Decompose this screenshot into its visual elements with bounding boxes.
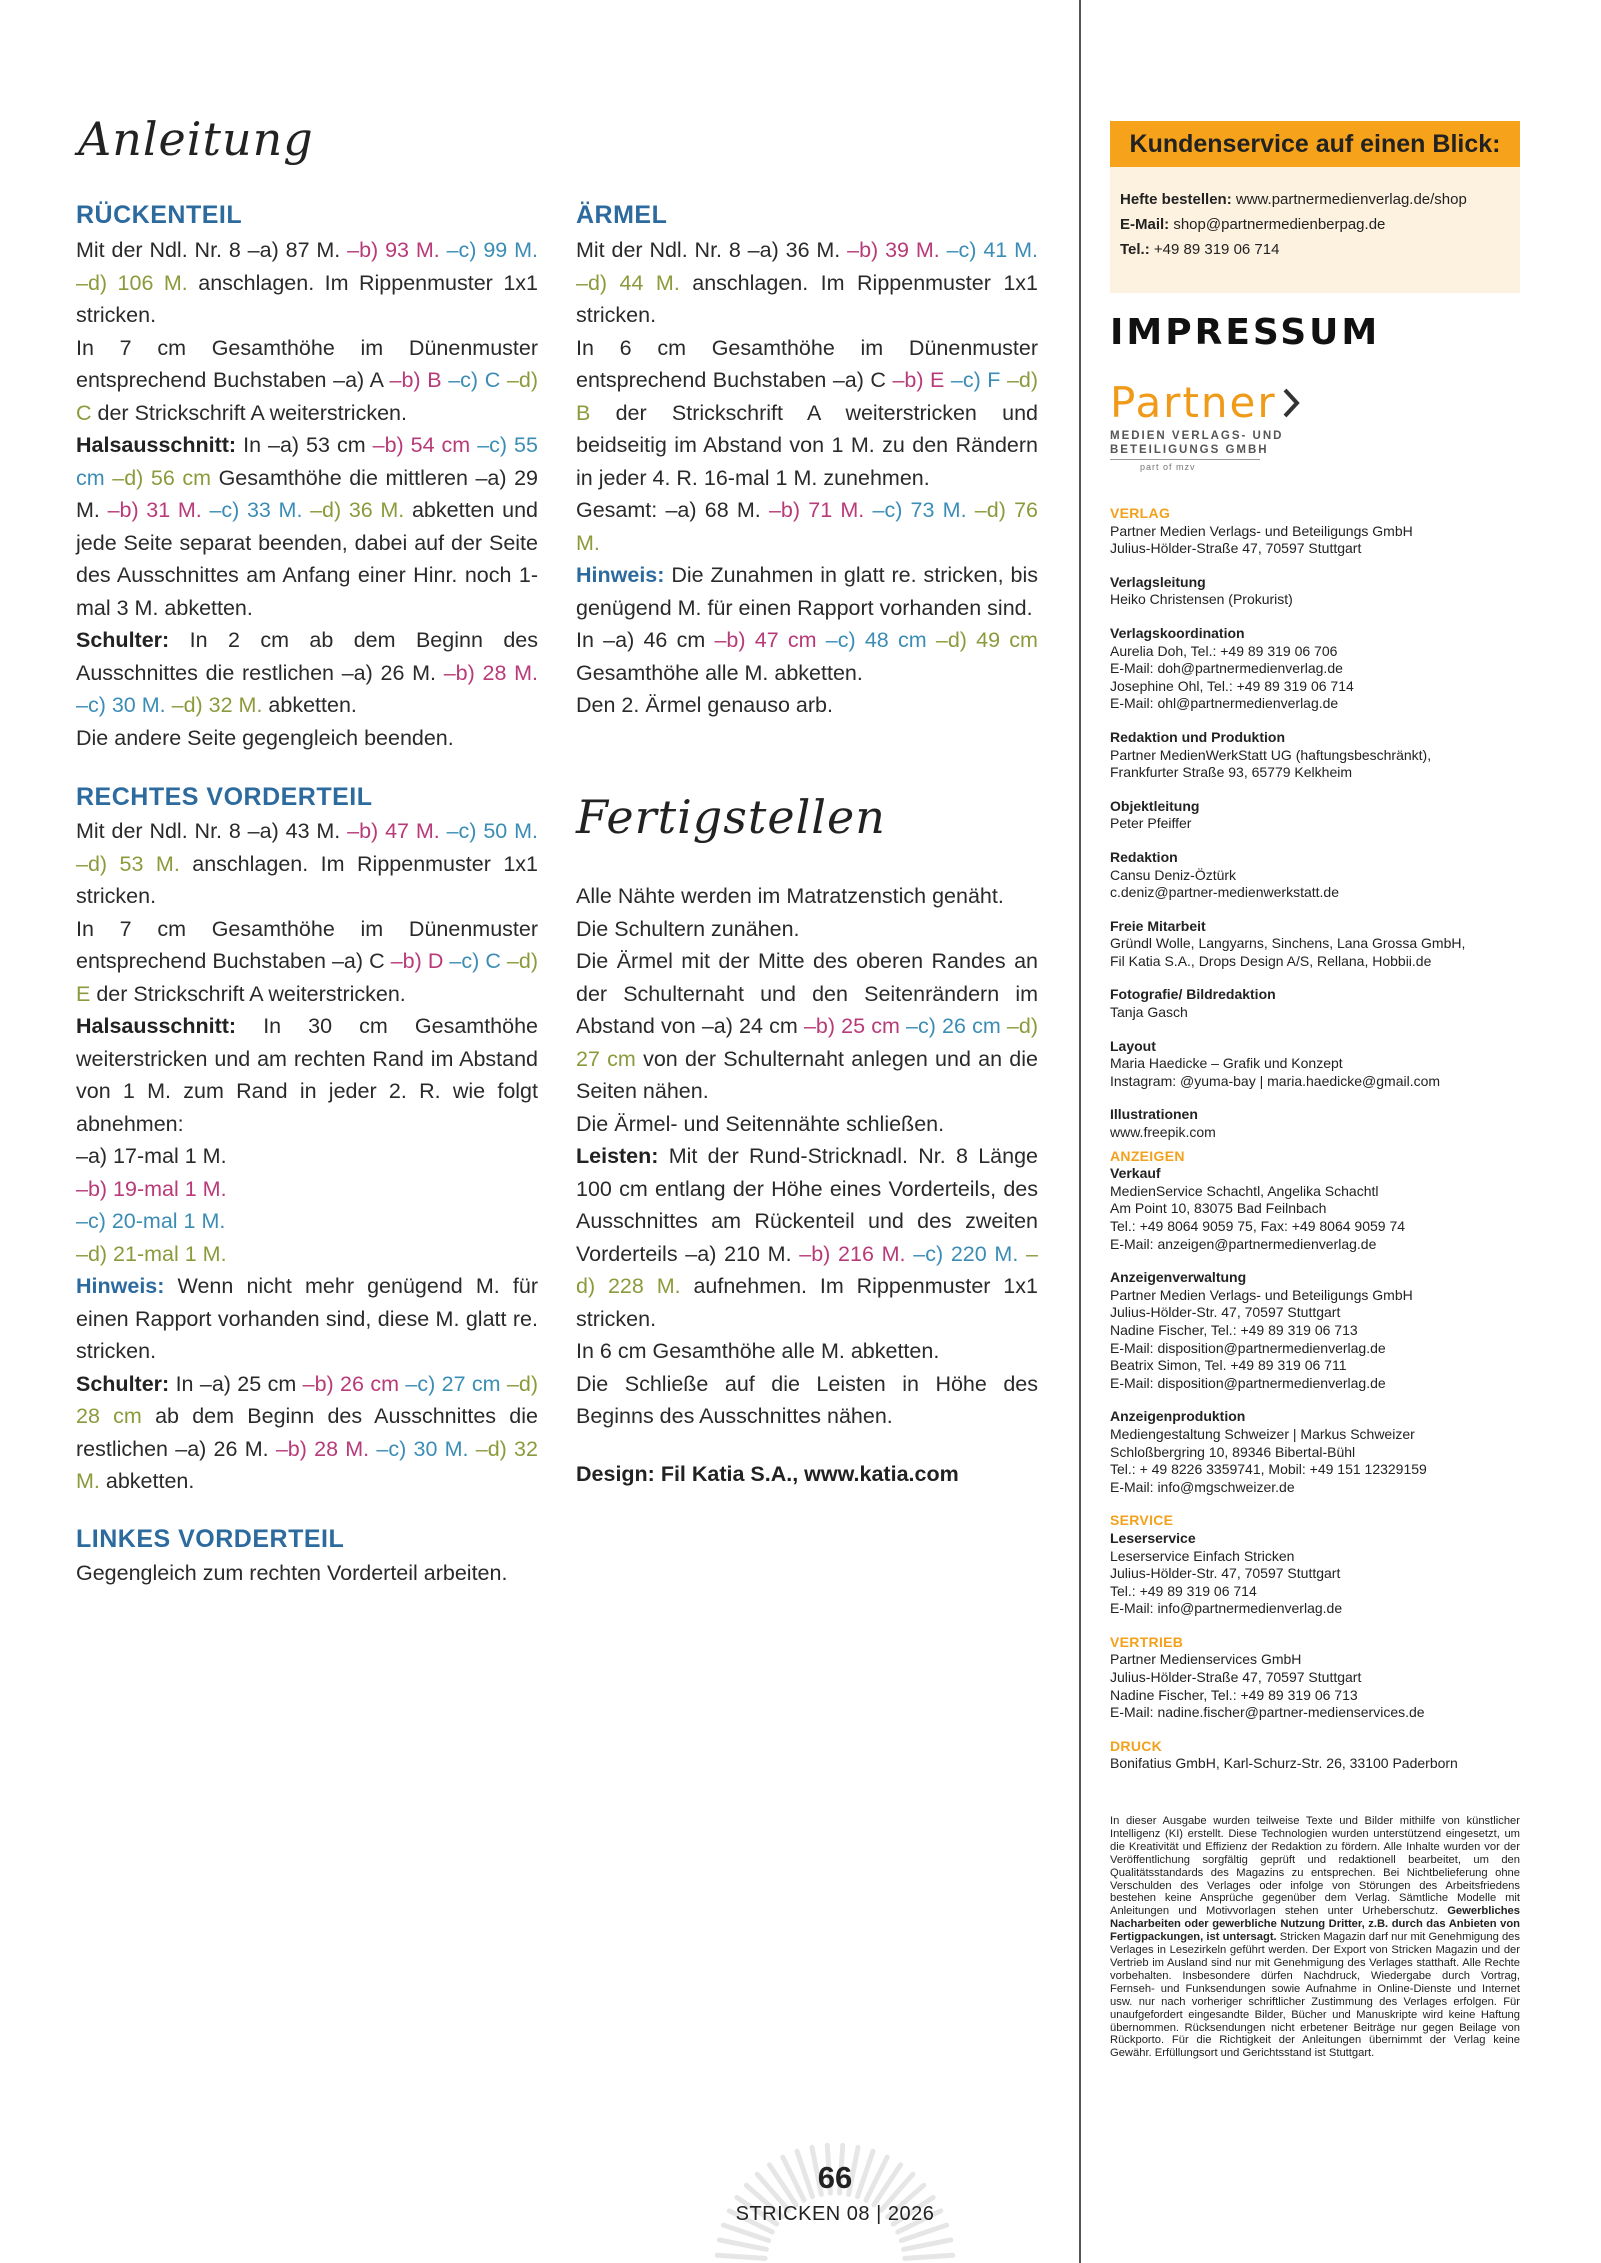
text-linkes-vorderteil: Gegengleich zum rechten Vorderteil arbeiten. <box>76 1561 508 1585</box>
shop-link[interactable]: www.partnermedienverlag.de/shop <box>1235 191 1467 208</box>
impressum-title: IMPRESSUM <box>1110 312 1381 353</box>
magazine-issue: STRICKEN 08 | 2026 <box>735 2203 935 2225</box>
heading-aermel: ÄRMEL <box>576 201 668 229</box>
sunburst-ray <box>905 2255 953 2258</box>
text-fertigstellen: Alle Nähte werden im Matratzenstich genäht. Die Schultern zunähen. Die Ärmel mit der Mitte des oberen Randes an der Schulternaht und den Seitenrändern im Abstand von –a) 24 cm –b) 25 cm –c) 26 cm –d) 27 cm von der Schulternaht anlegen und an die Seiten nähen. Die Ärmel- und Seitennähte schließen. Leisten: Mit der Rund-Stricknadl. Nr. 8 Länge 100 cm entlang der Höhe eines Vorderteils, des Ausschnittes am Rückenteil und des zweiten Vorderteils –a) 210 M. –b) 216 M. –c) 220 M. –d) 228 M. aufnehmen. Im Rippenmuster 1x1 stricken. In 6 cm Gesamthöhe alle M. abketten. Die Schließe auf die Leisten in Höhe des Beginns des Ausschnittes nähen. <box>576 884 1038 1428</box>
kundenservice-box <box>1110 121 1520 293</box>
sunburst-decoration <box>700 2140 970 2263</box>
partner-logo: Partner MEDIEN VERLAGS- UND BETEILIGUNGS GMBH part of mzv <box>1110 382 1300 480</box>
kundenservice-title: Kundenservice auf einen Blick: <box>1110 121 1520 167</box>
shop-email-link[interactable]: shop@partnermedienberpag.de <box>1173 216 1386 233</box>
text-rueckenteil: Mit der Ndl. Nr. 8 –a) 87 M. –b) 93 M. –c) 99 M. –d) 106 M. anschlagen. Im Rippenmuster 1x1 stricken. In 7 cm Gesamthöhe im Dünenmuster entsprechend Buchstaben –a) A –b) B –c) C –d) C der Strickschrift A weiterstricken. Halsausschnitt: In –a) 53 cm –b) 54 cm –c) 55 cm –d) 56 cm Gesamthöhe die mittleren –a) 29 M. –b) 31 M. –c) 33 M. –d) 36 M. abketten und jede Seite separat beenden, dabei auf der Seite des Ausschnittes am Anfang einer Hinr. noch 1-mal 3 M. abketten. Schulter: In 2 cm ab dem Beginn des Ausschnittes die restlichen –a) 26 M. –b) 28 M. –c) 30 M. –d) 32 M. abketten. Die andere Seite gegengleich beenden. <box>76 238 538 750</box>
section-title-anleitung: Anleitung <box>78 112 314 166</box>
section-title-fertigstellen: Fertigstellen <box>576 790 886 844</box>
design-credit: Design: Fil Katia S.A., www.katia.com <box>576 1462 959 1486</box>
page-number: 66 <box>817 2160 853 2195</box>
heading-linkes-vorderteil: LINKES VORDERTEIL <box>76 1525 345 1553</box>
heading-rueckenteil: RÜCKENTEIL <box>76 201 243 229</box>
text-aermel: Mit der Ndl. Nr. 8 –a) 36 M. –b) 39 M. –c) 41 M. –d) 44 M. anschlagen. Im Rippenmuster 1x1 stricken. In 6 cm Gesamthöhe im Dünenmuster entsprechend Buchstaben –a) C –b) E –c) F –d) B der Strickschrift A weiterstricken und beidseitig im Abstand von 1 M. zu den Rändern in jeder 4. R. 16-mal 1 M. zunehmen. Gesamt: –a) 68 M. –b) 71 M. –c) 73 M. –d) 76 M. Hinweis: Die Zunahmen in glatt re. stricken, bis genügend M. für einen Rapport vorhanden sind. In –a) 46 cm –b) 47 cm –c) 48 cm –d) 49 cm Gesamthöhe alle M. abketten. Den 2. Ärmel genauso arb. <box>576 238 1039 717</box>
heading-rechtes-vorderteil: RECHTES VORDERTEIL <box>76 783 373 811</box>
chevron-right-icon <box>1282 388 1300 418</box>
shop-phone: +49 89 319 06 714 <box>1153 241 1280 258</box>
kundenservice-rows: Hefte bestellen: www.partnermedienverlag.de/shop E-Mail: shop@partnermedienberpag.de Tel.: +49 89 319 06 714 <box>1120 191 1467 258</box>
impressum-details: VERLAG Partner Medien Verlags- und Beteiligungs GmbH Julius-Hölder-Straße 47, 70597 Stuttgart Verlagsleitung Heiko Christensen (Prokurist) Verlagskoordination Aurelia Doh, Tel.: +49 89 319 06 706 E-Mail: doh@partnermedienverlag.de Josephine Ohl, Tel.: +49 89 319 06 714 E-Mail: ohl@partnermedienverlag.de Redaktion und Produktion Partner MedienWerkStatt UG (haftungsbeschränkt), Frankfurter Straße 93, 65779 Kelkheim Objektleitung Peter Pfeiffer Redaktion Cansu Deniz-Öztürk c.deniz@partner-medienwerkstatt.de Freie Mitarbeit Gründl Wolle, Langyarns, Sinchens, Lana Grossa GmbH, Fil Katia S.A., Drops Design A/S, Rellana, Hobbii.de Fotografie/ Bildredaktion Tanja Gasch Layout Maria Haedicke – Grafik und Konzept Instagram: @yuma-bay | maria.haedicke@gmail.com Illustrationen www.freepik.com ANZEIGEN Verkauf MedienService Schachtl, Angelika Schachtl Am Point 10, 83075 Bad Feilnbach Tel.: +49 8064 9059 75, Fax: +49 8064 9059 74 E-Mail: anzeigen@partnermedienverlag.de Anzeigenverwaltung Partner Medien Verlags- und Beteiligungs GmbH Julius-Hölder-Str. 47, 70597 Stuttgart Nadine Fischer, Tel.: +49 89 319 06 713 E-Mail: disposition@partnermedienverlag.de Beatrix Simon, Tel. +49 89 319 06 711 E-Mail: disposition@partnermedienverlag.de Anzeigenproduktion Mediengestaltung Schweizer | Markus Schweizer Schloßbergring 10, 89346 Bibertal-Bühl Tel.: + 49 8226 3359741, Mobil: +49 151 12329159 E-Mail: info@mgschweizer.de SERVICE Leserservice Leserservice Einfach Stricken Julius-Hölder-Str. 47, 70597 Stuttgart Tel.: +49 89 319 06 714 E-Mail: info@partnermedienverlag.de VERTRIEB Partner Medienservices GmbH Julius-Hölder-Straße 47, 70597 Stuttgart Nadine Fischer, Tel.: +49 89 319 06 713 E-Mail: nadine.fischer@partner-medienservices.de DRUCK Bonifatius GmbH, Karl-Schurz-Str. 26, 33100 Paderborn <box>1110 505 1466 1772</box>
text-rechtes-vorderteil: Mit der Ndl. Nr. 8 –a) 43 M. –b) 47 M. –c) 50 M. –d) 53 M. anschlagen. Im Rippenmuster 1x1 stricken. In 7 cm Gesamthöhe im Dünenmuster entsprechend Buchstaben –a) C –b) D –c) C –d) E der Strickschrift A weiterstricken. Halsausschnitt: In 30 cm Gesamthöhe weiterstricken und am rechten Rand im Abstand von 1 M. zum Rand in jeder 2. R. wie folgt abnehmen: –a) 17-mal 1 M. –b) 19-mal 1 M. –c) 20-mal 1 M. –d) 21-mal 1 M. Hinweis: Wenn nicht mehr genügend M. für einen Rapport vorhanden sind, diese M. glatt re. stricken. Schulter: In –a) 25 cm –b) 26 cm –c) 27 cm –d) 28 cm ab dem Beginn des Ausschnittes die restlichen –a) 26 M. –b) 28 M. –c) 30 M. –d) 32 M. abketten. <box>76 819 538 1493</box>
sunburst-ray <box>904 2240 951 2249</box>
legal-notice: In dieser Ausgabe wurden teilweise Texte und Bilder mithilfe von künstlicher Intelligenz (KI) erstellt. Diese Technologien wurden unterstützend eingesetzt, um die Kreativität und Effizienz der Redaktion zu fördern. Alle Inhalte wurden vor der Veröffentlichung sorgfältig geprüft und redaktionell bearbeitet, um den Qualitätsstandards des Magazins zu entsprechen. Bei Nichtbelieferung ohne Verschulden des Verlages oder infolge von Störungen des Arbeitsfriedens bestehen keine Ansprüche gegenüber dem Verlag. Sämtliche Modelle mit Anleitungen und Motivvorlagen stehen unter Urheberschutz. Gewerbliches Nacharbeiten oder gewerbliche Nutzung Dritter, z.B. durch das Anbieten von Fertigpackungen, ist untersagt. Stricken Magazin darf nur mit Genehmigung des Verlages in Lesezirkeln geführt werden. Der Export von Stricken Magazin und der Vertrieb im Ausland sind nur mit Genehmigung des Verlages statthaft. Alle Rechte vorbehalten. Insbesondere dürfen Nachdruck, Wiedergabe durch Vortrag, Fernseh- und Funksendungen sowie Aufnahme in Online-Dienste und Internet usw. nur nach vorheriger schriftlicher Zustimmung des Verlages erfolgen. Für unaufgefordert eingesandte Bilder, Bücher und Manuskripte wird keine Haftung übernommen. Rücksendungen nicht erbetener Beiträge nur gegen Beilage von Rückporto. Für die Richtigkeit der Anleitungen übernimmt der Verlag keine Gewähr. Erfüllungsort und Gerichtsstand ist Stuttgart. <box>1110 1815 1520 2060</box>
sunburst-ray <box>719 2240 766 2249</box>
sunburst-ray <box>717 2255 765 2258</box>
column-divider <box>1079 0 1081 2263</box>
